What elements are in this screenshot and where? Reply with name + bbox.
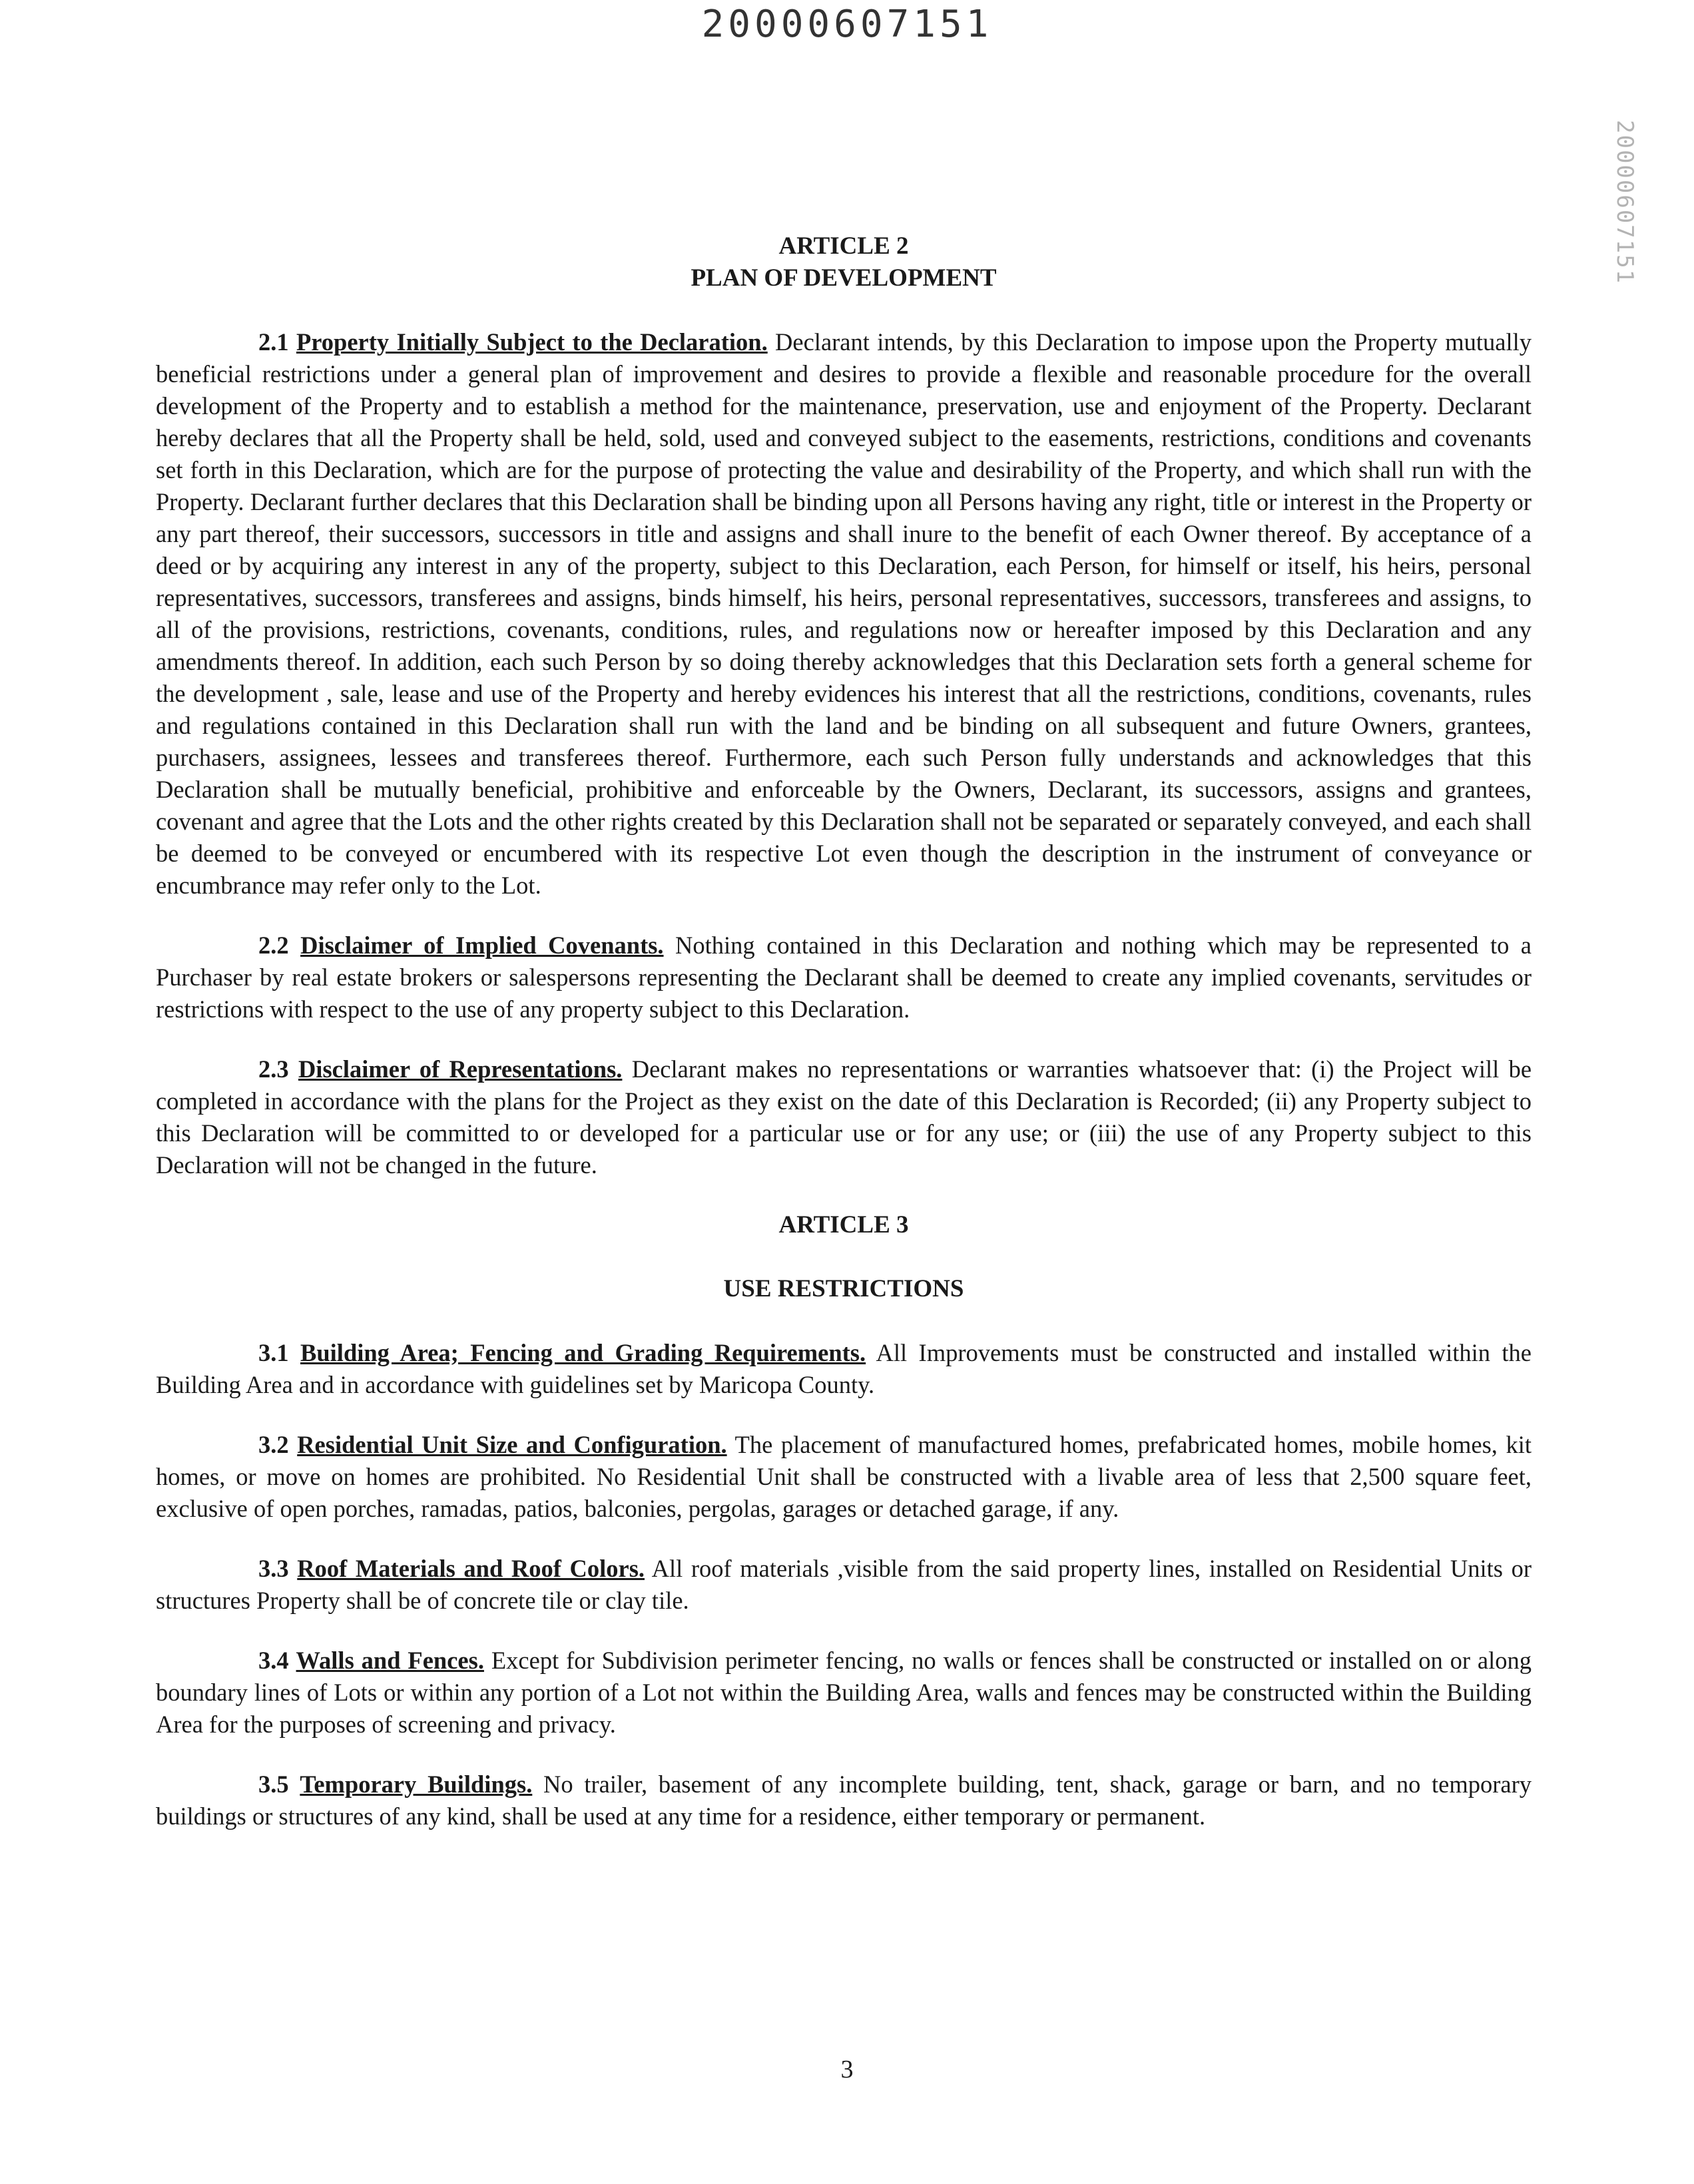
section-body: Nothing contained in this Declaration and nothing which may be represented to a Purchaser by real estate brokers or salespersons representing the Declarant shall be deemed to create any implied covenants, servitudes or restrictions with respect to the use of any property subject to this Declaration.: [156, 932, 1532, 1023]
section-title: Temporary Buildings.: [300, 1771, 533, 1798]
section-title: Property Initially Subject to the Declaration.: [296, 328, 768, 356]
section-3-4: [156, 1645, 1532, 1741]
document-body: [156, 230, 1532, 1832]
article-2-heading: ARTICLE 2: [778, 232, 909, 260]
section-body: Except for Subdivision perimeter fencing, no walls or fences shall be constructed or installed on or along boundary lines of Lots or within any portion of a Lot not within the Building Area, walls and fences may be constructed within the Building Area for the purposes of screening and privacy.: [156, 1647, 1532, 1738]
section-title: Disclaimer of Implied Covenants.: [300, 932, 664, 959]
section-2-1: [156, 326, 1532, 902]
section-3-5: [156, 1769, 1532, 1832]
section-number: 2.1: [258, 328, 289, 356]
section-3-1: [156, 1337, 1532, 1401]
section-title: Disclaimer of Representations.: [298, 1055, 623, 1083]
section-title: Building Area; Fencing and Grading Requirements.: [300, 1339, 866, 1366]
document-number: 20000607151: [701, 3, 993, 46]
section-2-3: [156, 1053, 1532, 1181]
section-2-2: [156, 930, 1532, 1025]
section-title: Residential Unit Size and Configuration.: [297, 1431, 727, 1458]
section-number: 3.1: [258, 1339, 289, 1366]
section-body: Declarant intends, by this Declaration to impose upon the Property mutually beneficial restrictions under a general plan of improvement and desires to provide a flexible and reasonable procedure for the overall development of the Property and to establish a method for the maintenance, preservation, use and enjoyment of the Property. Declarant hereby declares that all the Property shall be held, sold, used and conveyed subject to the easements, restrictions, conditions and covenants set forth in this Declaration, which are for the purpose of protecting the value and desirability of the Property, and which shall run with the Property. Declarant further declares that this Declaration shall be binding upon all Persons having any right, title or interest in the Property or any part thereof, their successors, successors in title and assigns and shall inure to the benefit of each Owner thereof. By acceptance of a deed or by acquiring any interest in any of the property, subject to this Declaration, each Person, for himself or itself, his heirs, personal representatives, successors, transferees and assigns, binds himself, his heirs, personal representatives, successors, transferees and assigns, to all of the provisions, restrictions, covenants, conditions, rules, and regulations now or hereafter imposed by this Declaration and any amendments thereof. In addition, each such Person by so doing thereby acknowledges that this Declaration sets forth a general scheme for the development , sale, lease and use of the Property and hereby evidences his interest that all the restrictions, conditions, covenants, rules and regulations contained in this Declaration shall run with the land and be binding on all subsequent and future Owners, grantees, purchasers, assignees, lessees and transferees thereof. Furthermore, each such Person fully understands and acknowledges that this Declaration shall be mutually beneficial, prohibitive and enforceable by the Owners, Declarant, its successors, assigns and grantees, covenant and agree that the Lots and the other rights created by this Declaration shall not be separated or separately conveyed, and each shall be deemed to be conveyed or encumbered with its respective Lot even though the description in the instrument of conveyance or encumbrance may refer only to the Lot.: [156, 328, 1532, 899]
article-2-subheading: PLAN OF DEVELOPMENT: [691, 264, 997, 292]
section-number: 2.3: [258, 1055, 289, 1083]
section-number: 3.4: [258, 1647, 289, 1674]
section-number: 3.5: [258, 1771, 289, 1798]
section-title: Roof Materials and Roof Colors.: [297, 1555, 645, 1582]
section-body: All roof materials ,visible from the said property lines, installed on Residential Units or structures Property shall be of concrete tile or clay tile.: [156, 1555, 1532, 1614]
section-3-3: [156, 1553, 1532, 1617]
section-body: Declarant makes no representations or warranties whatsoever that: (i) the Project will be completed in accordance with the plans for the Project as they exist on the date of this Declaration is Recorded; (ii) any Property subject to this Declaration will be committed to or developed for a particular use or for any use; or (iii) the use of any Property subject to this Declaration will not be changed in the future.: [156, 1055, 1532, 1179]
section-title: Walls and Fences.: [296, 1647, 484, 1674]
section-body: The placement of manufactured homes, prefabricated homes, mobile homes, kit homes, or move on homes are prohibited. No Residential Unit shall be constructed with a livable area of less that 2,500 square feet, exclusive of open porches, ramadas, patios, balconies, pergolas, garages or detached garage, if any.: [156, 1431, 1532, 1522]
section-body: All Improvements must be constructed and installed within the Building Area and in accordance with guidelines set by Maricopa County.: [156, 1339, 1532, 1398]
section-number: 3.2: [258, 1431, 289, 1458]
article-3-heading: ARTICLE 3: [778, 1211, 909, 1238]
section-number: 2.2: [258, 932, 289, 959]
side-stamp: 20000607151: [1611, 120, 1638, 285]
section-3-2: [156, 1429, 1532, 1525]
section-number: 3.3: [258, 1555, 289, 1582]
article-3-subheading: USE RESTRICTIONS: [723, 1275, 964, 1302]
section-body: No trailer, basement of any incomplete building, tent, shack, garage or barn, and no temporary buildings or structures of any kind, shall be used at any time for a residence, either temporary or permanent.: [156, 1771, 1532, 1830]
page-number: 3: [840, 2055, 854, 2083]
